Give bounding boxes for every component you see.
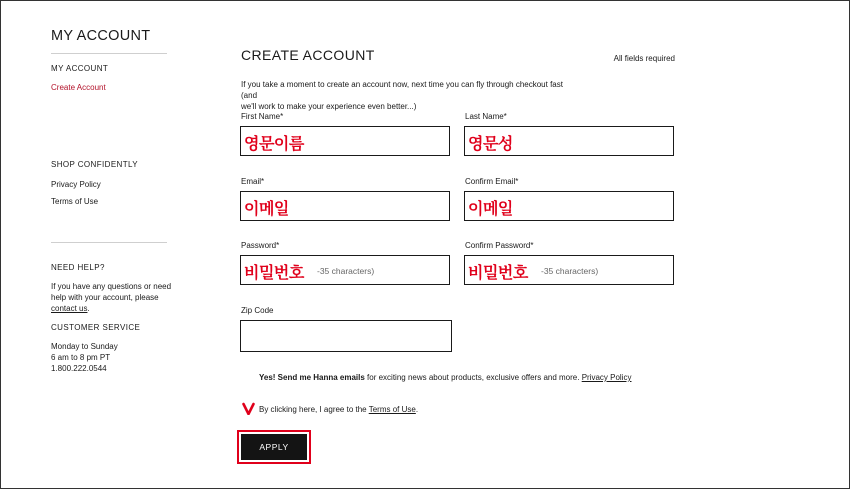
email-label: Email* [241, 177, 265, 186]
confirm-email-label: Confirm Email* [465, 177, 519, 186]
contact-us-link[interactable]: contact us [51, 304, 88, 313]
customer-service-heading: CUSTOMER SERVICE [51, 323, 141, 332]
shop-confidently-heading: SHOP CONFIDENTLY [51, 160, 139, 169]
apply-button-highlight [237, 430, 311, 464]
confirm-email-field[interactable] [464, 191, 674, 221]
help-text-line: help with your account, please [51, 293, 159, 302]
confirm-password-value: 비밀번호 [468, 263, 528, 282]
password-hint: -35 characters) [317, 266, 375, 276]
sidebar-title: MY ACCOUNT [51, 28, 151, 44]
service-hours: 6 am to 8 pm PT [51, 353, 111, 362]
password-value: 비밀번호 [244, 263, 304, 282]
zip-code-field[interactable] [240, 320, 452, 352]
service-phone: 1.800.222.0544 [51, 364, 107, 373]
confirm-email-value: 이메일 [468, 199, 513, 218]
checkmark-icon[interactable] [242, 402, 255, 415]
confirm-password-label: Confirm Password* [465, 241, 534, 250]
last-name-label: Last Name* [465, 112, 507, 121]
agree-text: By clicking here, I agree to the [259, 405, 369, 414]
optin-bold: Yes! Send me Hanna emails [259, 373, 365, 382]
agree-terms-link[interactable]: Terms of Use [368, 405, 416, 414]
help-text-line: If you have any questions or need [51, 282, 172, 291]
help-contact-line [51, 303, 90, 314]
email-optin[interactable] [259, 373, 631, 382]
sidebar-section-label[interactable]: MY ACCOUNT [51, 64, 109, 73]
last-name-value: 영문성 [468, 134, 513, 153]
first-name-field[interactable] [240, 126, 450, 156]
optin-text: for exciting news about products, exclusive offers and more. [364, 373, 582, 382]
first-name-label: First Name* [241, 112, 284, 121]
confirm-password-hint: -35 characters) [541, 266, 599, 276]
first-name-value: 영문이름 [244, 134, 304, 153]
zip-code-label: Zip Code [241, 306, 274, 315]
page-title: CREATE ACCOUNT [241, 47, 375, 63]
email-field[interactable] [240, 191, 450, 221]
email-value: 이메일 [244, 199, 289, 218]
required-note: All fields required [613, 54, 675, 63]
sidebar-item-create-account[interactable]: Create Account [51, 83, 106, 92]
agree-period: . [415, 405, 419, 414]
intro-line: If you take a moment to create an account now, next time you can fly through checkout fast (and [241, 80, 563, 100]
terms-of-use-link[interactable]: Terms of Use [51, 197, 99, 206]
need-help-heading: NEED HELP? [51, 263, 105, 272]
intro-line: we'll work to make your experience even better...) [241, 102, 417, 111]
intro-text [241, 79, 581, 112]
password-label: Password* [241, 241, 280, 250]
help-period: . [87, 304, 90, 313]
terms-agreement[interactable] [259, 405, 418, 414]
password-field[interactable] [240, 255, 450, 285]
privacy-policy-link[interactable]: Privacy Policy [51, 180, 101, 189]
optin-privacy-link[interactable]: Privacy Policy [581, 373, 632, 382]
sidebar-divider [51, 242, 167, 243]
confirm-password-field[interactable] [464, 255, 674, 285]
last-name-field[interactable] [464, 126, 674, 156]
apply-button[interactable]: APPLY [241, 434, 307, 460]
sidebar-divider [51, 53, 167, 54]
service-days: Monday to Sunday [51, 342, 118, 351]
